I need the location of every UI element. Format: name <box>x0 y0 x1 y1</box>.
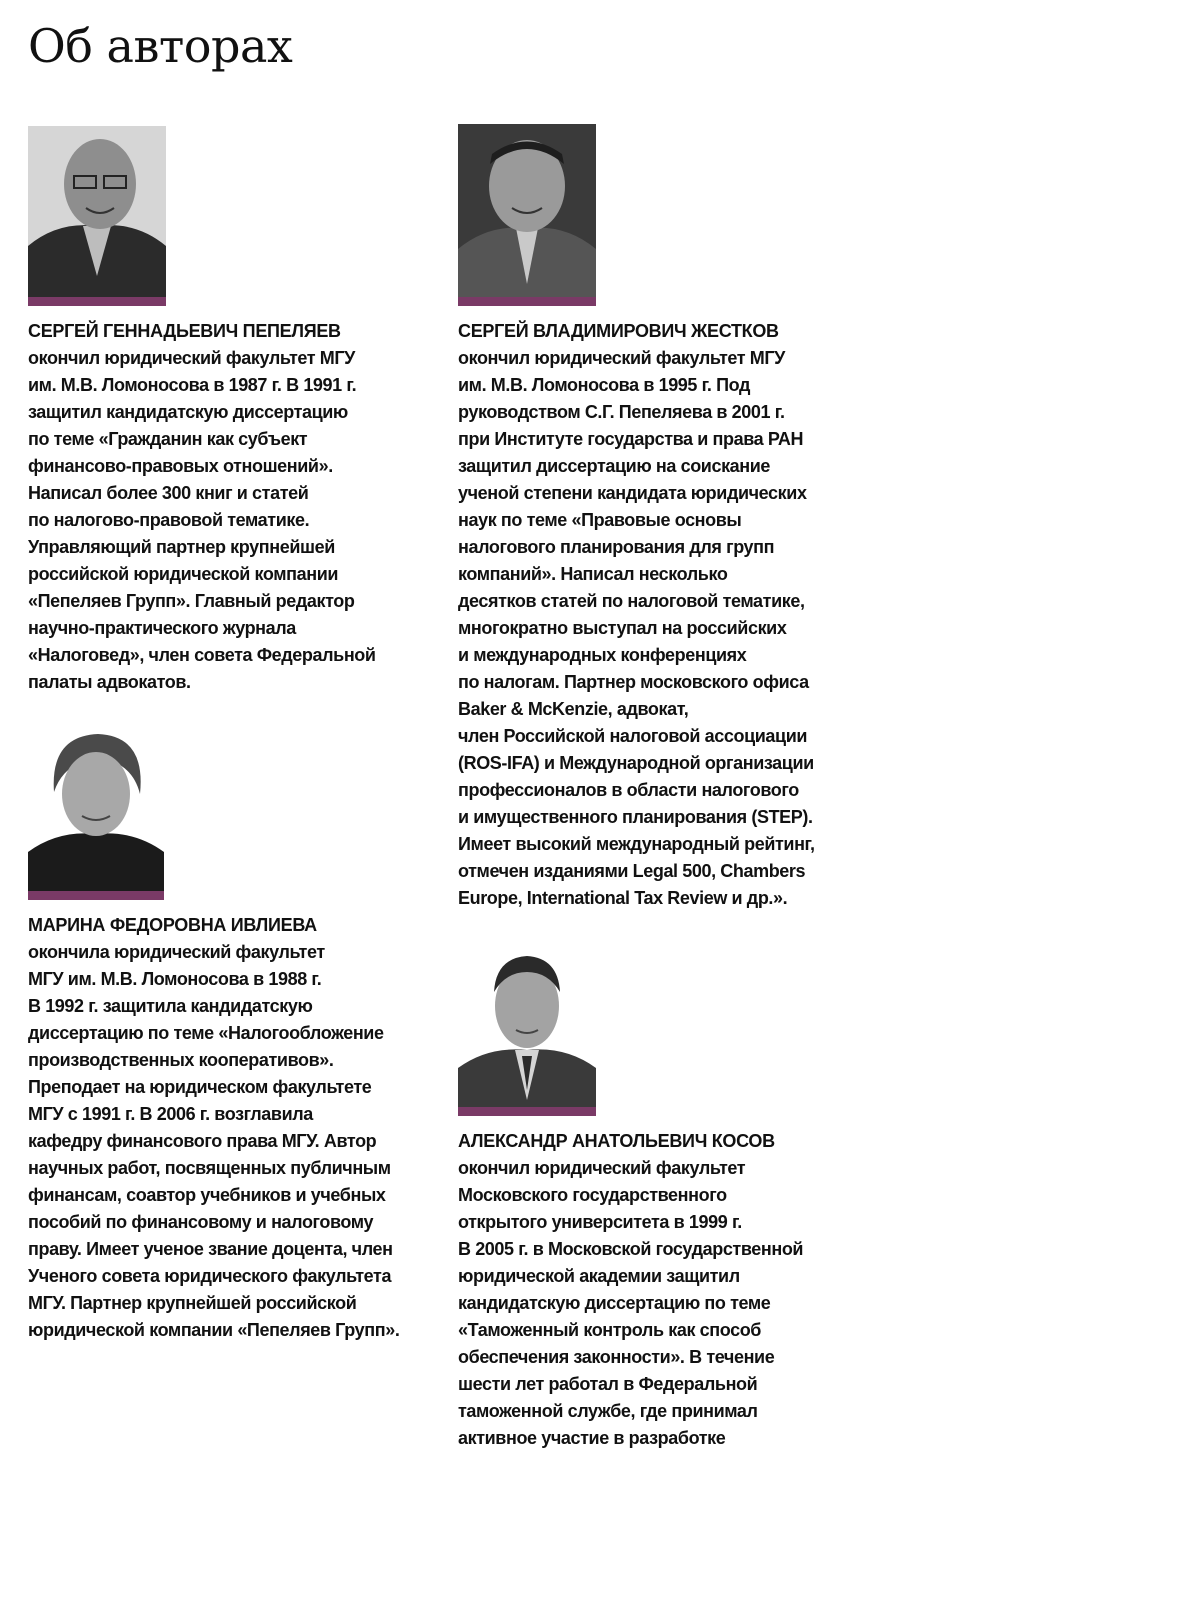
bio-line: российской юридической компании <box>28 564 339 584</box>
author-name: МАРИНА ФЕДОРОВНА ИВЛИЕВА <box>28 915 317 935</box>
bio-line: научных работ, посвященных публичным <box>28 1158 391 1178</box>
bio-line: компаний». Написал несколько <box>458 564 728 584</box>
bio-line: обеспечения законности». В течение <box>458 1347 775 1367</box>
bio-line: активное участие в разработке <box>458 1428 726 1448</box>
bio-line: палаты адвокатов. <box>28 672 191 692</box>
bio-line: финансам, соавтор учебников и учебных <box>28 1185 386 1205</box>
bio-line: диссертацию по теме «Налогообложение <box>28 1023 384 1043</box>
bio-line: окончил юридический факультет МГУ <box>458 348 785 368</box>
bio-line: по налогово-правовой тематике. <box>28 510 310 530</box>
bio-line: юридической компании «Пепеляев Групп». <box>28 1320 400 1340</box>
author-bio <box>28 345 376 696</box>
bio-line: профессионалов в области налогового <box>458 780 799 800</box>
bio-line: многократно выступал на российских <box>458 618 787 638</box>
author-photo <box>458 124 596 306</box>
author-card-ivlieva <box>28 722 399 1344</box>
author-bio <box>458 345 815 912</box>
bio-line: и международных конференциях <box>458 645 747 665</box>
author-card-pepelyaev <box>28 126 376 696</box>
bio-line: отмечен изданиями Legal 500, Chambers <box>458 861 806 881</box>
bio-line: по налогам. Партнер московского офиса <box>458 672 809 692</box>
bio-line: наук по теме «Правовые основы <box>458 510 742 530</box>
photo-accent-bar <box>28 297 166 306</box>
bio-line: МГУ. Партнер крупнейшей российской <box>28 1293 357 1313</box>
author-photo <box>458 940 596 1116</box>
bio-line: им. М.В. Ломоносова в 1987 г. В 1991 г. <box>28 375 357 395</box>
page-title: Об авторах <box>28 19 293 73</box>
bio-line: В 1992 г. защитила кандидатскую <box>28 996 313 1016</box>
bio-line: МГУ с 1991 г. В 2006 г. возглавила <box>28 1104 313 1124</box>
author-card-kosov <box>458 940 803 1452</box>
bio-line: Преподает на юридическом факультете <box>28 1077 372 1097</box>
author-bio <box>28 939 399 1344</box>
author-card-zhestkov <box>458 124 815 912</box>
bio-line: по теме «Гражданин как субъект <box>28 429 308 449</box>
photo-accent-bar <box>28 891 164 900</box>
bio-line: Написал более 300 книг и статей <box>28 483 309 503</box>
photo-accent-bar <box>458 1107 596 1116</box>
bio-line: Московского государственного <box>458 1185 727 1205</box>
bio-line: руководством С.Г. Пепеляева в 2001 г. <box>458 402 785 422</box>
bio-line: Europe, International Tax Review и др.». <box>458 888 788 908</box>
bio-line: Имеет высокий международный рейтинг, <box>458 834 815 854</box>
bio-line: окончила юридический факультет <box>28 942 325 962</box>
author-name: АЛЕКСАНДР АНАТОЛЬЕВИЧ КОСОВ <box>458 1131 775 1151</box>
bio-line: шести лет работал в Федеральной <box>458 1374 758 1394</box>
bio-line: при Институте государства и права РАН <box>458 429 804 449</box>
photo-accent-bar <box>458 297 596 306</box>
bio-line: и имущественного планирования (STEP). <box>458 807 813 827</box>
bio-line: производственных кооперативов». <box>28 1050 334 1070</box>
author-name: СЕРГЕЙ ВЛАДИМИРОВИЧ ЖЕСТКОВ <box>458 321 779 341</box>
bio-line: кандидатскую диссертацию по теме <box>458 1293 771 1313</box>
bio-line: таможенной службе, где принимал <box>458 1401 758 1421</box>
author-photo <box>28 722 164 900</box>
bio-line: защитил диссертацию на соискание <box>458 456 771 476</box>
bio-line: им. М.В. Ломоносова в 1995 г. Под <box>458 375 751 395</box>
bio-line: «Налоговед», член совета Федеральной <box>28 645 376 665</box>
bio-line: В 2005 г. в Московской государственной <box>458 1239 804 1259</box>
bio-line: Ученого совета юридического факультета <box>28 1266 392 1286</box>
bio-line: научно-практического журнала <box>28 618 296 638</box>
bio-line: окончил юридический факультет МГУ <box>28 348 355 368</box>
bio-line: финансово-правовых отношений». <box>28 456 333 476</box>
bio-line: член Российской налоговой ассоциации <box>458 726 808 746</box>
bio-line: праву. Имеет ученое звание доцента, член <box>28 1239 393 1259</box>
bio-line: налогового планирования для групп <box>458 537 775 557</box>
bio-line: МГУ им. М.В. Ломоносова в 1988 г. <box>28 969 322 989</box>
bio-line: «Пепеляев Групп». Главный редактор <box>28 591 355 611</box>
bio-line: ученой степени кандидата юридических <box>458 483 807 503</box>
author-bio <box>458 1155 803 1452</box>
bio-line: кафедру финансового права МГУ. Автор <box>28 1131 377 1151</box>
bio-line: пособий по финансовому и налоговому <box>28 1212 374 1232</box>
bio-line: Управляющий партнер крупнейшей <box>28 537 335 557</box>
bio-line: окончил юридический факультет <box>458 1158 746 1178</box>
bio-line: «Таможенный контроль как способ <box>458 1320 762 1340</box>
author-name: СЕРГЕЙ ГЕННАДЬЕВИЧ ПЕПЕЛЯЕВ <box>28 321 341 341</box>
author-photo <box>28 126 166 306</box>
bio-line: десятков статей по налоговой тематике, <box>458 591 805 611</box>
bio-line: юридической академии защитил <box>458 1266 740 1286</box>
bio-line: защитил кандидатскую диссертацию <box>28 402 348 422</box>
bio-line: (ROS-IFA) и Международной организации <box>458 753 814 773</box>
bio-line: открытого университета в 1999 г. <box>458 1212 742 1232</box>
bio-line: Baker & McKenzie, адвокат, <box>458 699 689 719</box>
